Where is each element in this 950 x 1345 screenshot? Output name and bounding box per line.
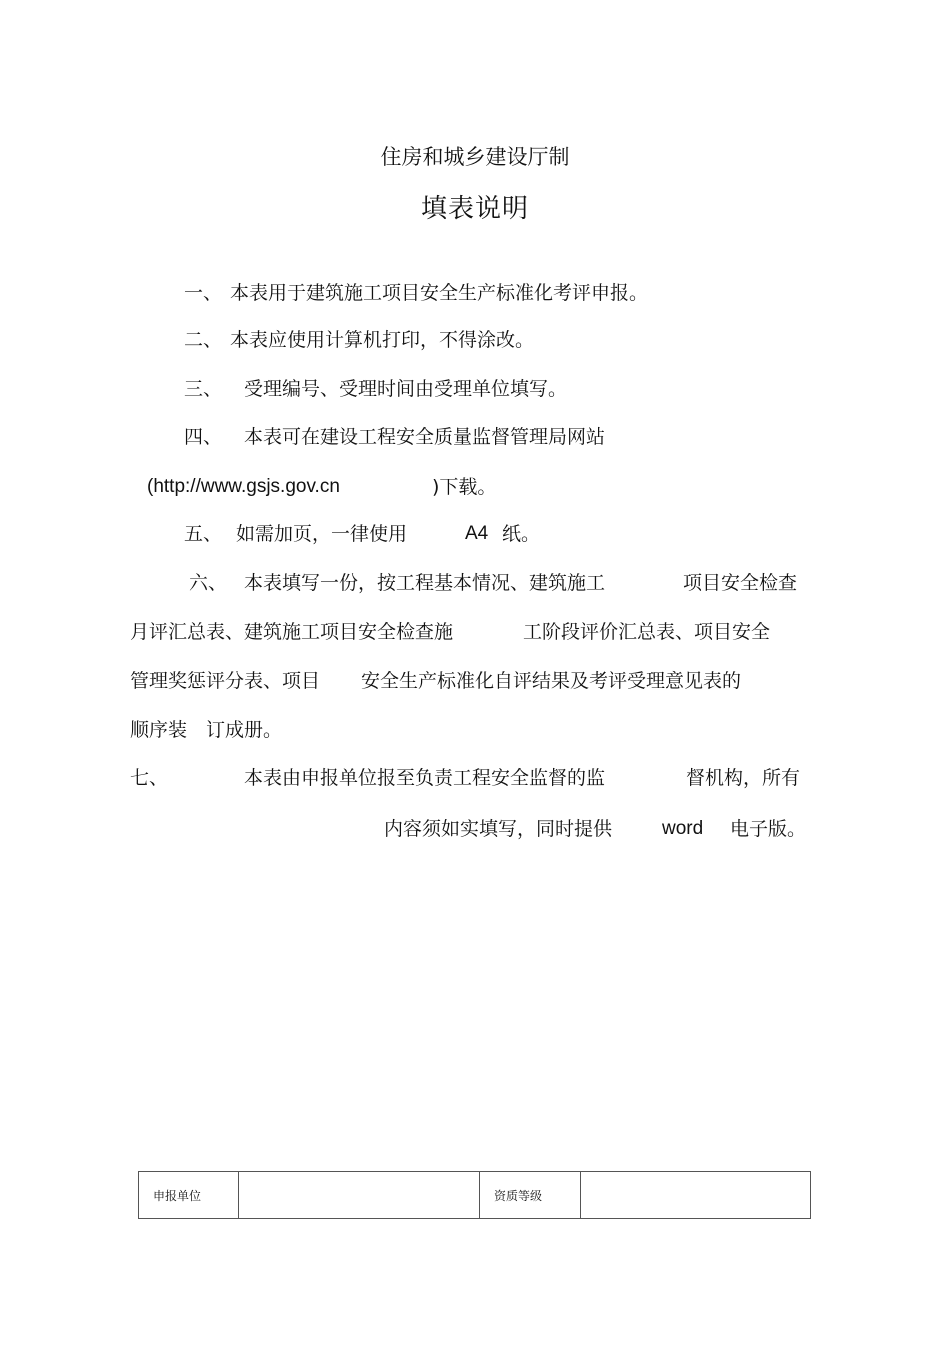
item-6-line-3b: 安全生产标准化自评结果及考评受理意见表的 [361,670,742,692]
item-4-tail: )下载。 [432,476,497,498]
item-2-text: 本表应使用计算机打印，不得涂改。 [230,329,535,351]
item-5-text-a: 如需加页，一律使用 [236,523,408,545]
applicant-label: 申报单位 [139,1172,239,1219]
item-7-line-1a: 本表由申报单位报至负责工程安全监督的监 [244,767,606,789]
table-row [139,1172,811,1219]
issuing-organization: 住房和城乡建设厅制 [380,145,570,169]
item-6-line-2a: 月评汇总表、建筑施工项目安全检查施 [130,621,454,643]
item-6-line-1b: 项目安全检查 [683,572,798,594]
item-1-text: 本表用于建筑施工项目安全生产标准化考评申报。 [230,282,649,304]
item-5-text-b: 纸。 [502,523,541,545]
item-3-text: 受理编号、受理时间由受理单位填写。 [244,378,568,400]
applicant-info-table [138,1171,811,1219]
item-7-line-2a: 内容须如实填写，同时提供 [384,818,613,840]
item-4-url: (http://www.gsjs.gov.cn [147,476,340,497]
qualification-label: 资质等级 [480,1172,581,1219]
item-7-number: 七、 [130,767,169,789]
item-5-number: 五、 [184,523,223,545]
item-2-number: 二、 [184,329,223,351]
item-7-word-format: word [662,818,704,839]
item-4-text: 本表可在建设工程安全质量监督管理局网站 [244,426,606,448]
item-1-number: 一、 [184,282,223,304]
item-6-number: 六、 [189,572,228,594]
item-6-line-2b: 工阶段评价汇总表、项目安全 [523,621,771,643]
item-7-line-1b: 督机构，所有 [686,767,801,789]
item-6-line-4a: 顺序装 [130,719,188,741]
item-6-line-4b: 订成册。 [206,719,283,741]
qualification-value-field[interactable] [581,1172,811,1219]
item-5-paper-size: A4 [465,523,489,544]
page-title: 填表说明 [420,194,529,224]
applicant-value-field[interactable] [239,1172,480,1219]
item-6-line-1a: 本表填写一份，按工程基本情况、建筑施工 [244,572,606,594]
item-4-number: 四、 [184,426,223,448]
item-6-line-3a: 管理奖惩评分表、项目 [130,670,321,692]
item-3-number: 三、 [184,378,223,400]
item-7-line-2b: 电子版。 [730,818,807,840]
